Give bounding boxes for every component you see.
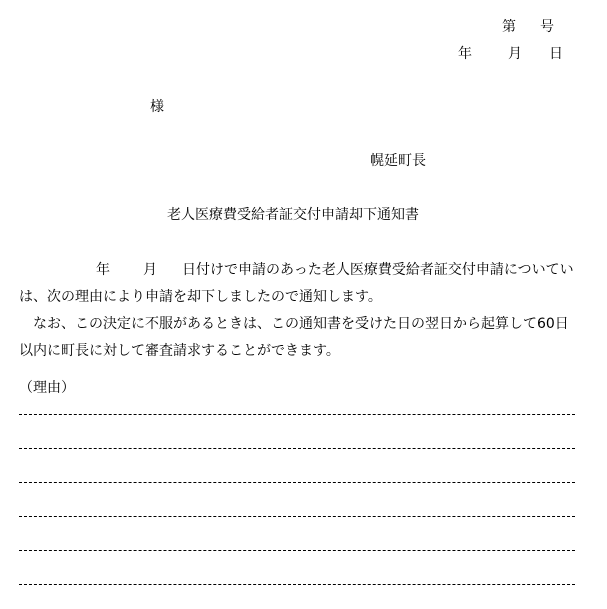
date-month-label: 月 <box>508 46 522 62</box>
recipient-honorific: 様 <box>150 99 164 115</box>
reason-label: （理由） <box>19 380 75 396</box>
document-date-line <box>458 46 563 62</box>
body-month-label: 月 <box>143 262 157 278</box>
reason-blank-line <box>19 448 575 449</box>
reason-blank-line <box>19 550 575 551</box>
reason-blank-line <box>19 516 575 517</box>
document-number-line <box>502 19 554 35</box>
document-title: 老人医療費受給者証交付申請却下通知書 <box>167 207 419 223</box>
number-label-suffix: 号 <box>540 19 554 35</box>
date-year-label: 年 <box>458 46 472 62</box>
number-label-prefix: 第 <box>502 19 516 35</box>
reason-blank-line <box>19 414 575 415</box>
reason-blank-line <box>19 482 575 483</box>
date-day-label: 日 <box>549 46 563 62</box>
body-line-1 <box>19 262 574 278</box>
body-line-3: なお、この決定に不服があるときは、この通知書を受けた日の翌日から起算して60日 <box>19 316 569 332</box>
body-line-1-text: 日付けで申請のあった老人医療費受給者証交付申請についてい <box>182 262 574 278</box>
reason-blank-line <box>19 584 575 585</box>
body-year-label: 年 <box>96 262 110 278</box>
issuer-name: 幌延町長 <box>370 153 426 169</box>
body-line-4: 以内に町長に対して審査請求することができます。 <box>19 343 340 359</box>
body-line-2: は、次の理由により申請を却下しましたので通知します。 <box>19 289 382 305</box>
